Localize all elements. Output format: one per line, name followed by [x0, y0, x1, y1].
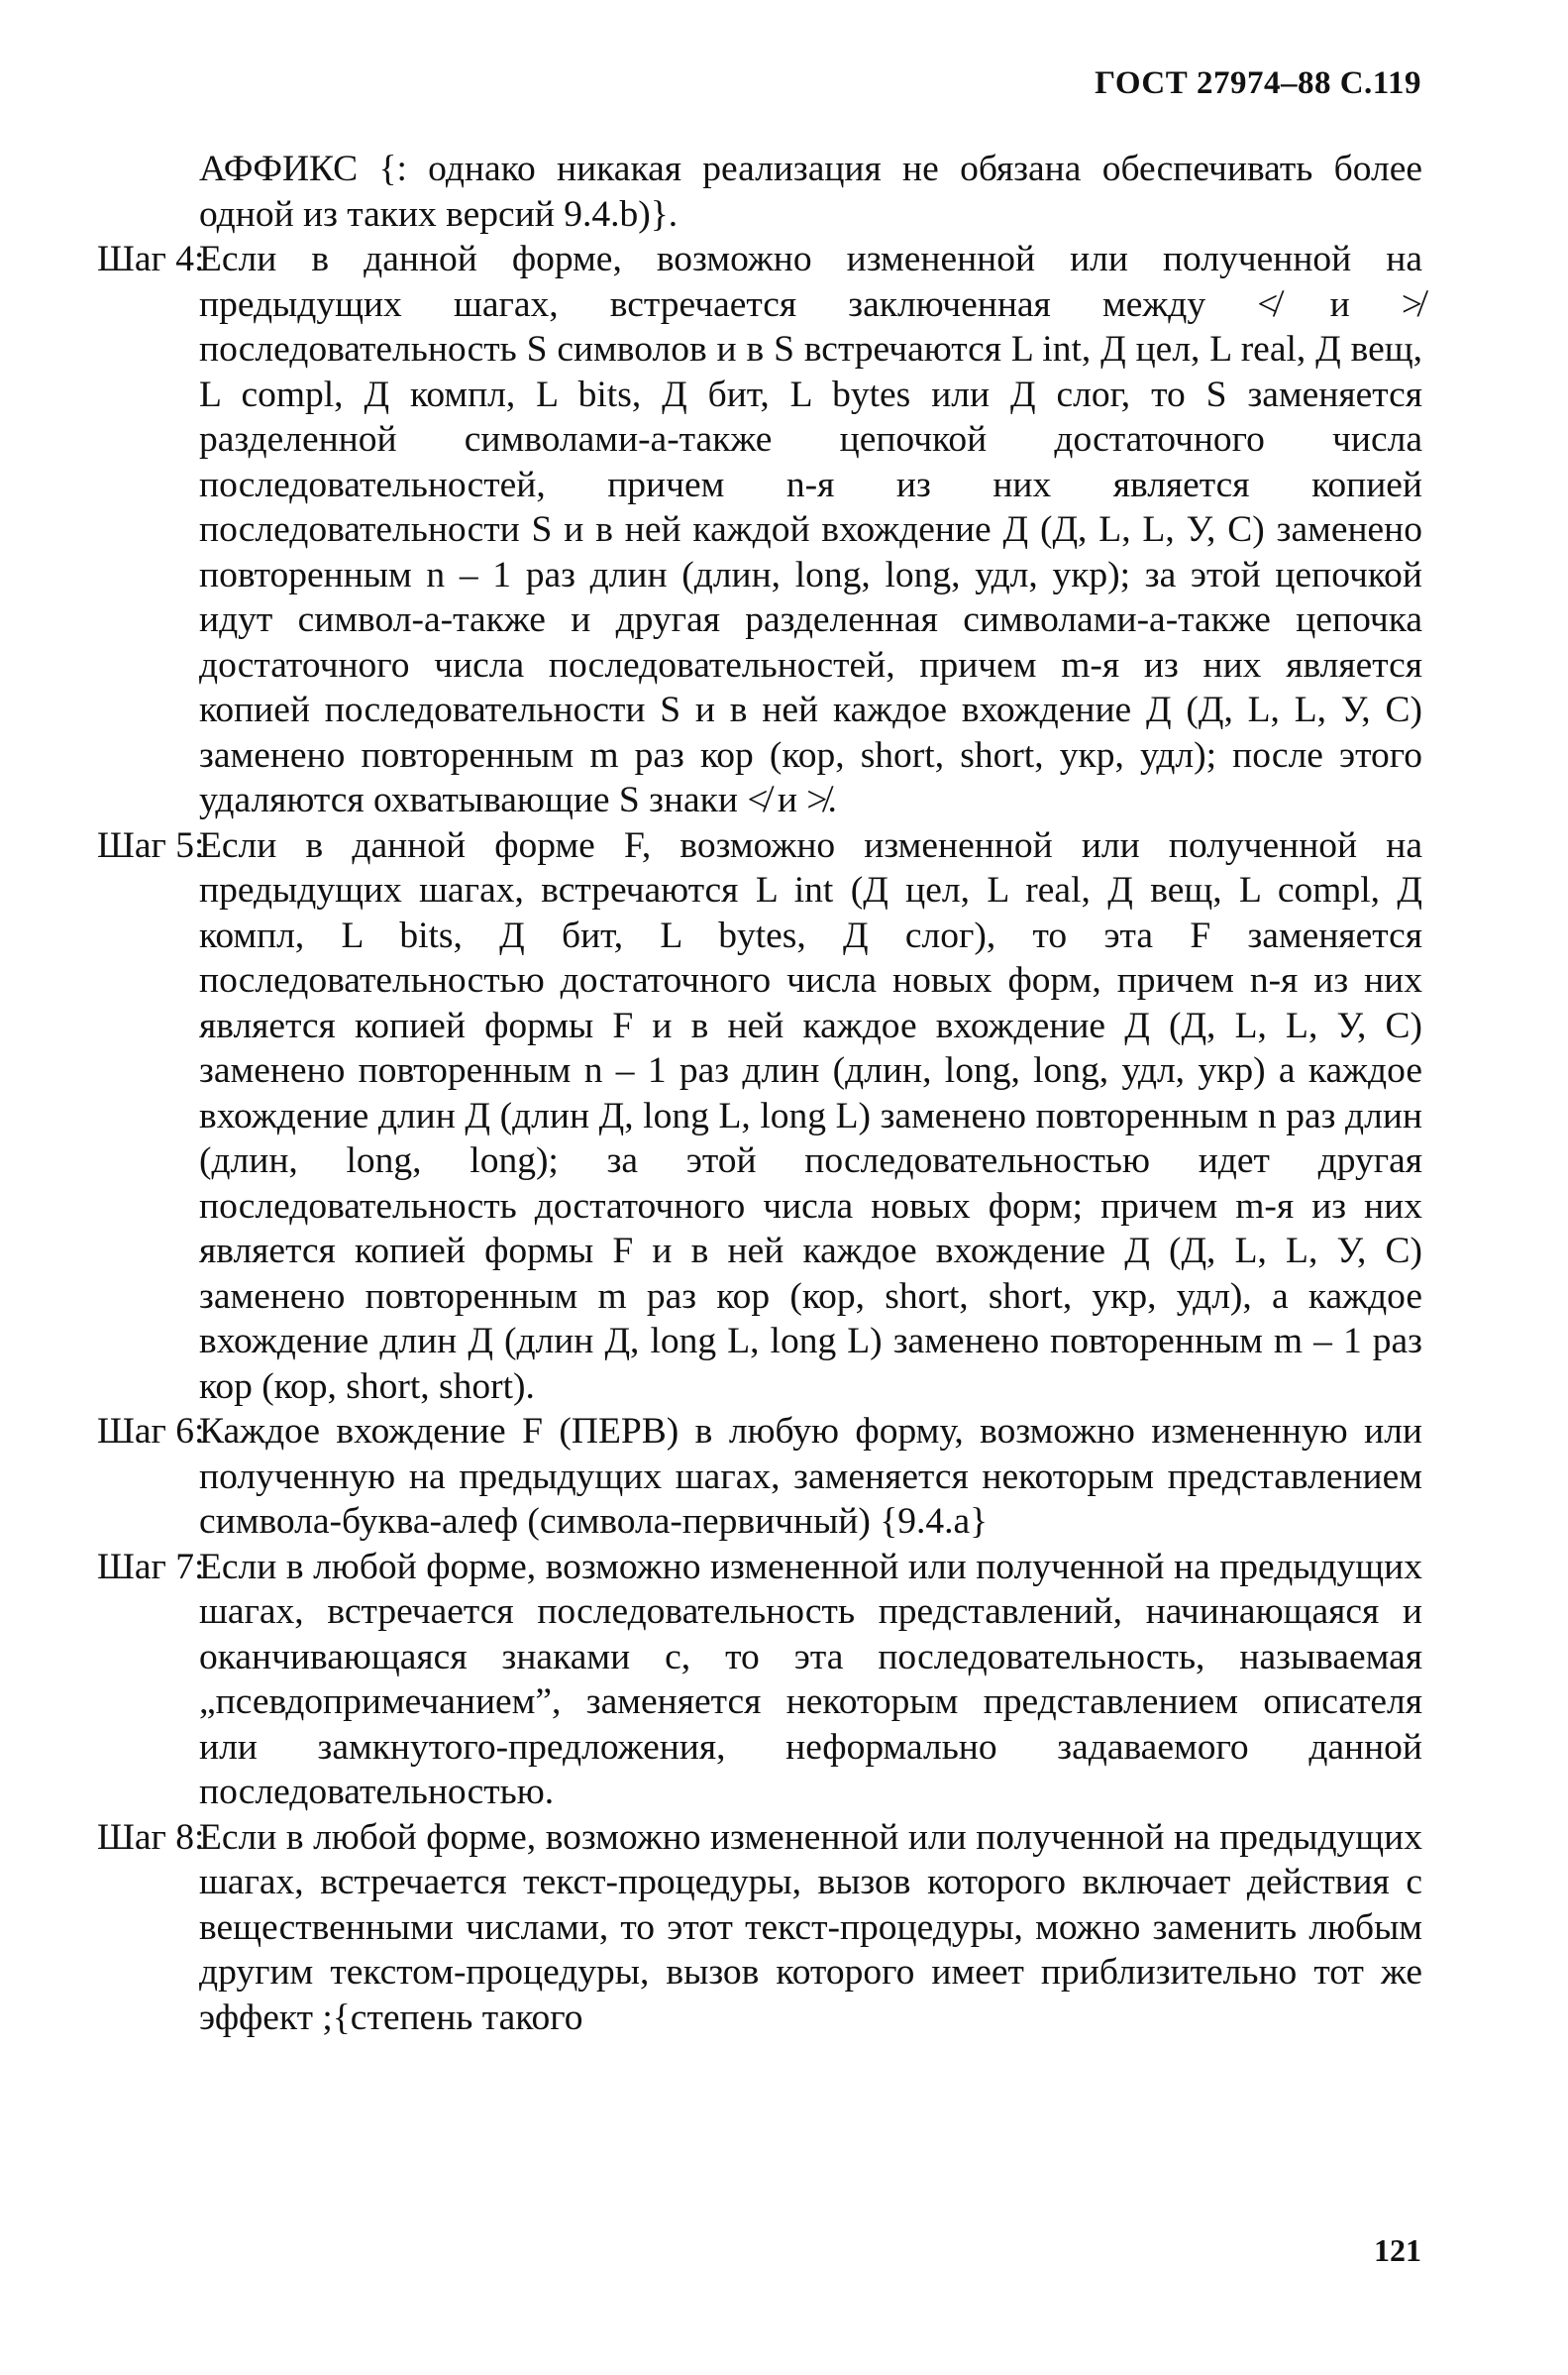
- step-label: Шаг 6:: [97, 1411, 205, 1452]
- step-label: Шаг 5:: [97, 824, 205, 866]
- step-7: [97, 1545, 1422, 1815]
- step-8: [97, 1815, 1422, 2041]
- step-label: Шаг 7:: [97, 1546, 205, 1587]
- step-label: Шаг 8:: [97, 1816, 205, 1858]
- step-text: Если в любой форме, возможно измененной или полученной на предыдущих шагах, встречается последовательность представлений, начинающаяся и оканчивающаяся знаками с, то эта последовательность, называемая „псевдопримечанием”, заменяется некоторым представлением описателя или замкнутого-предложения, неформально задаваемого данной последовательностью.: [199, 1546, 1422, 1812]
- step-text: Если в данной форме F, возможно измененной или полученной на предыдущих шагах, встречаются L int (Д цел, L real, Д вещ, L compl, Д компл, L bits, Д бит, L bytes, Д слог), то эта F заменяется последовательностью достаточного числа новых форм, причем n-я из них является копией формы F и в ней каждое вхождение Д (Д, L, L, У, С) заменено повторенным n – 1 раз длин (длин, long, long, удл, укр) а каждое вхождение длин Д (длин Д, long L, long L) заменено повторенным n раз длин (длин, long, long); за этой последовательностью идет другая последовательность достаточного числа новых форм; причем m-я из них является копией формы F и в ней каждое вхождение Д (Д, L, L, У, С) заменено повторенным m раз кор (кор, short, short, укр, удл), а каждое вхождение длин Д (длин Д, long L, long L) заменено повторенным m – 1 раз кор (кор, short, short).: [199, 824, 1422, 1407]
- step-4: [97, 237, 1422, 823]
- step-label: Шаг 4:: [97, 239, 205, 279]
- step-text: Каждое вхождение F (ПЕРВ) в любую форму, возможно измененную или полученную на предыдущих шагах, заменяется некоторым представлением символа-буква-алеф (символа-первичный) {9.4.a}: [199, 1411, 1422, 1542]
- page-number: 121: [1374, 2232, 1421, 2268]
- step-text: Если в любой форме, возможно измененной или полученной на предыдущих шагах, встречается текст-процедуры, вызов которого включает действия с вещественными числами, то этот текст-процедуры, можно заменить любым другим текстом-процедуры, вызов которого имеет приблизительно тот же эффект ;{степень такого: [199, 1816, 1422, 2038]
- running-header: ГОСТ 27974–88 С.119: [1095, 65, 1421, 101]
- step-text: Если в данной форме, возможно измененной или полученной на предыдущих шагах, встречается заключенная между ≮ и ≯ последовательность S символов и в S встречаются L int, Д цел, L real, Д вещ, L compl, Д компл, L bits, Д бит, L bytes или Д слог, то S заменяется разделенной символами-а-также цепочкой достаточного числа последовательностей, причем n-я из них является копией последовательности S и в ней каждой вхождение Д (Д, L, L, У, С) заменено повторенным n – 1 раз длин (длин, long, long, удл, укр); за этой цепочкой идут символ-а-также и другая разделенная символами-а-также цепочка достаточного числа последовательностей, причем m-я из них является копией последовательности S и в ней каждое вхождение Д (Д, L, L, У, С) заменено повторенным m раз кор (кор, short, short, укр, удл); после этого удаляются охватывающие S знаки ≮ и ≯.: [199, 239, 1422, 820]
- step-6: [97, 1409, 1422, 1545]
- body-text: [97, 147, 1422, 2040]
- step-5: [97, 823, 1422, 1410]
- intro-paragraph: АФФИКС {: однако никакая реализация не обязана обеспечивать более одной из таких версий 9.4.b)}.: [199, 149, 1422, 235]
